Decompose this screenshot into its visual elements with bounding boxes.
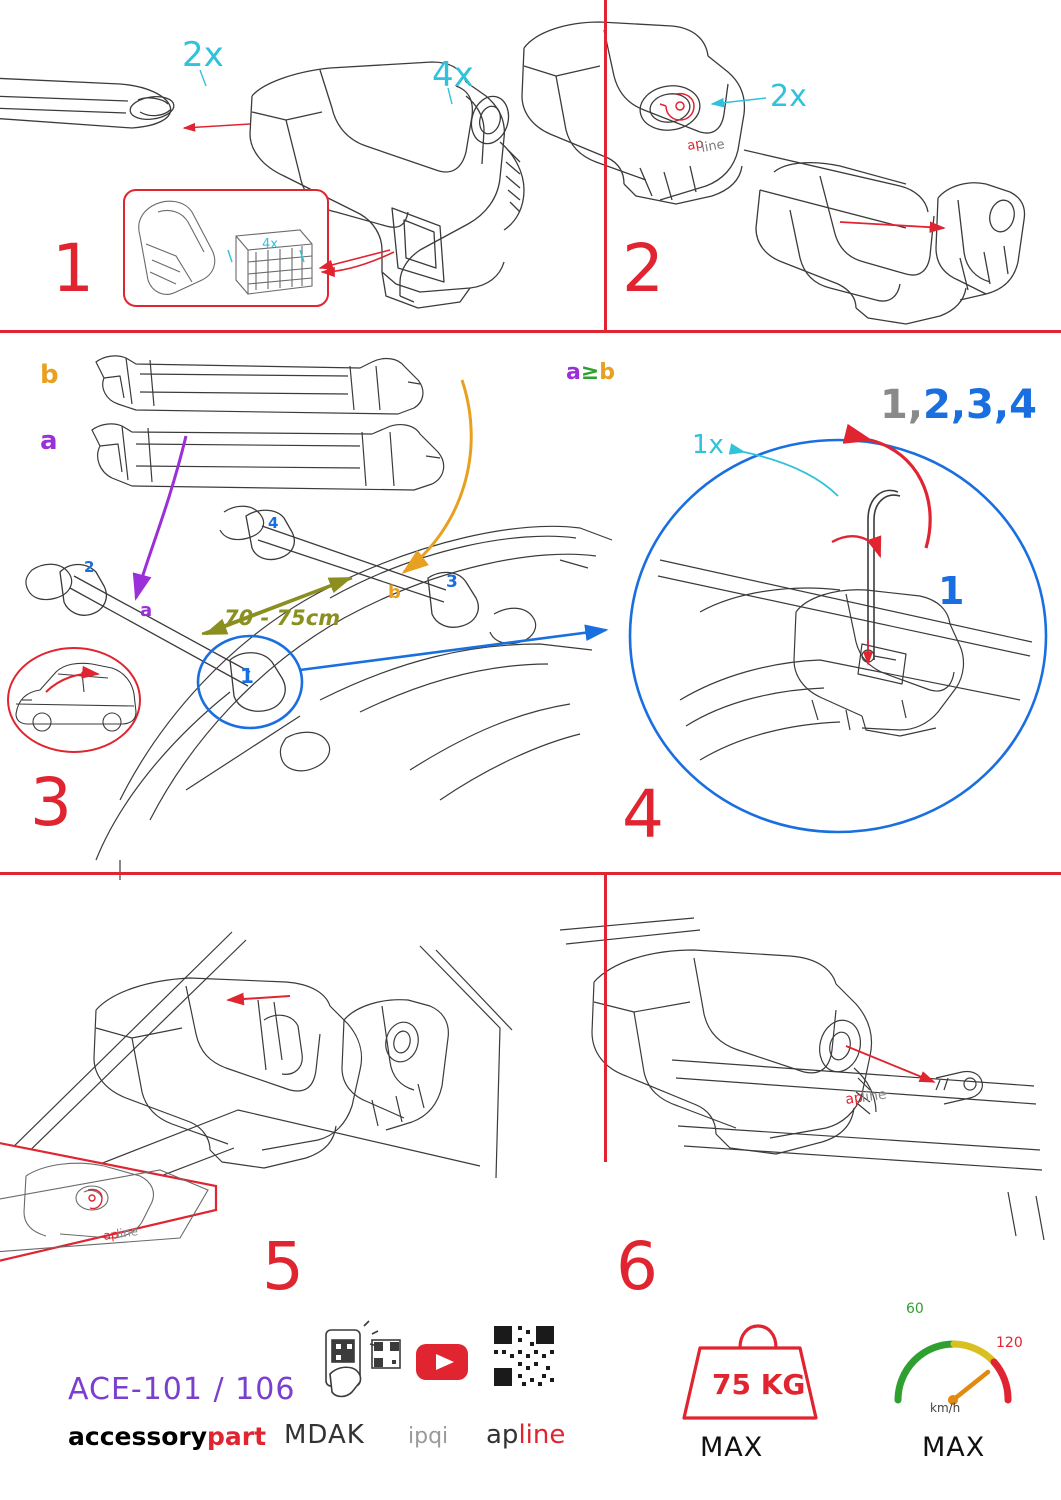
mount-point-label-3: 3: [446, 572, 458, 592]
section-divider-2: [0, 872, 1061, 875]
condition-b: b: [599, 360, 616, 385]
brand-part: part: [207, 1422, 267, 1451]
quantity-label-1x-tool: 1x: [692, 430, 724, 460]
speed-limit-caption: MAX: [922, 1432, 986, 1463]
speed-limit-icon: [898, 1344, 1008, 1405]
condition-a: a: [566, 360, 581, 385]
step-number-5: 5: [262, 1228, 304, 1305]
svg-text:line: line: [115, 1224, 139, 1241]
mount-point-label-4: 4: [268, 514, 279, 532]
quantity-label-2x-bar: 2x: [182, 35, 224, 75]
step-number-1: 1: [52, 230, 94, 307]
svg-text:ap: ap: [686, 136, 705, 154]
bar-label-a: a: [40, 426, 58, 456]
svg-text:ap: ap: [102, 1227, 120, 1243]
bar-label-b: b: [40, 360, 59, 390]
partner-apline: [486, 1420, 565, 1450]
brand-logo: [68, 1422, 266, 1451]
tightening-sequence-label: [880, 382, 1037, 428]
svg-text:ap: ap: [844, 1089, 864, 1108]
apline-suffix: line: [518, 1420, 566, 1450]
svg-text:line: line: [700, 137, 726, 156]
svg-text:line: line: [860, 1086, 888, 1106]
qr-code-icon: [494, 1326, 554, 1386]
arrow-label-a: a: [140, 600, 153, 621]
step-number-3: 3: [30, 764, 72, 841]
condition-operator: ≥: [580, 360, 600, 385]
step-number-4: 4: [622, 776, 664, 853]
mount-point-label-1: 1: [240, 664, 254, 688]
sequence-rest: 2,3,4: [923, 382, 1037, 428]
section-divider-1: [0, 330, 1061, 333]
weight-limit-value: 75 KG: [712, 1368, 806, 1401]
youtube-icon: [416, 1344, 468, 1380]
partner-mdak: MDAK: [284, 1420, 365, 1450]
model-code: ACE-101 / 106: [68, 1372, 296, 1407]
partner-ipqi: ipqi: [408, 1424, 449, 1449]
speed-gauge-min-label: 60: [906, 1301, 924, 1317]
dimension-label: 70 - 75cm: [224, 606, 341, 630]
condition-label-a-ge-b: [566, 362, 615, 384]
quantity-label-4x-foot: 4x: [432, 55, 474, 95]
speed-gauge-max-label: 120: [996, 1335, 1023, 1351]
brand-accessory: accessory: [68, 1422, 208, 1451]
quantity-label-4x-pad: 4x: [262, 237, 278, 252]
step-number-6: 6: [616, 1228, 658, 1305]
arrow-label-b: b: [388, 582, 401, 603]
quantity-label-2x-lock: 2x: [770, 79, 807, 114]
apline-prefix: ap: [486, 1420, 519, 1450]
mount-point-label-2: 2: [84, 558, 95, 576]
sequence-first: 1,: [880, 382, 924, 428]
section-divider-vertical-bottom: [604, 872, 607, 1162]
phone-qr-icon: [326, 1321, 400, 1397]
section-divider-vertical-top: [604, 0, 607, 330]
step-number-2: 2: [622, 230, 664, 307]
turn-order-label-1: 1: [938, 569, 965, 613]
weight-limit-caption: MAX: [700, 1432, 764, 1463]
speed-gauge-unit-label: km/h: [930, 1401, 961, 1415]
